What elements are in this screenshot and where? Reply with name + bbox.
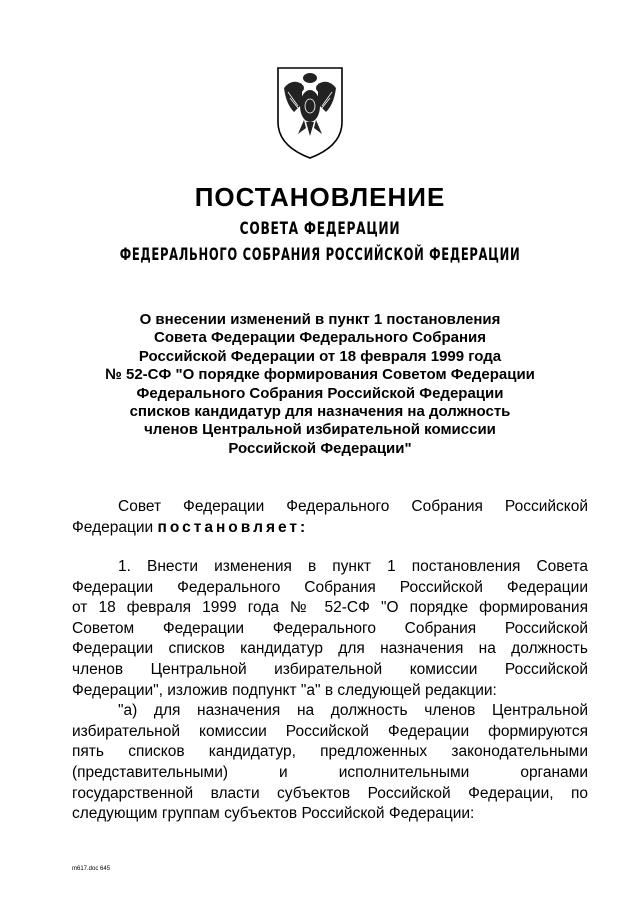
subject-line: Российской Федерации от 18 февраля 1999 года: [138, 347, 502, 365]
preamble-prefix: Федерации: [72, 518, 154, 536]
body-line: государственной власти субъектов Российской Федерации, по: [72, 784, 588, 802]
subject-line: членов Центральной избирательной комиссии: [144, 421, 496, 439]
preamble-paragraph: [72, 497, 588, 538]
document-subtitle-line2: ФЕДЕРАЛЬНОГО СОБРАНИЯ РОССИЙСКОЙ ФЕДЕРАЦИИ: [119, 245, 521, 265]
clause-1-paragraph: [72, 557, 588, 825]
subject-line: № 52-СФ "О порядке формирования Советом Федерации: [105, 366, 535, 384]
body-line: следующим группам субъектов Российской Федерации:: [72, 805, 475, 823]
body-line: 1. Внести изменения в пункт 1 постановления Совета: [118, 558, 588, 575]
body-line: избирательной комиссии Российской Федерации формируются: [72, 722, 588, 740]
subject-line: Российской Федерации": [228, 439, 412, 457]
body-line: Федерации списков кандидатур для назначения на должность: [72, 640, 588, 658]
body-line: Совет Федерации Федерального Собрания Российской: [118, 498, 588, 515]
body-line: [72, 518, 588, 539]
body-line: Федерации Федерального Собрания Российской Федерации: [72, 578, 588, 596]
document-title: ПОСТАНОВЛЕНИЕ: [194, 182, 446, 212]
subject-line: Федерального Собрания Российской Федерации: [136, 384, 504, 402]
subject-line: списков кандидатур для назначения на должность: [129, 403, 511, 421]
body-line: от 18 февраля 1999 года № 52-СФ "О порядке формирования: [72, 599, 588, 617]
file-footer: m617.doc 645: [72, 866, 111, 872]
body-line: пять списков кандидатур, предложенных законодательными: [72, 743, 588, 761]
body-line: (представительными) и исполнительными органами: [72, 763, 588, 781]
body-line: Федерации", изложив подпункт "а" в следующей редакции:: [72, 681, 497, 699]
subject-line: О внесении изменений в пункт 1 постановления: [139, 311, 501, 328]
subject-line: Совета Федерации Федерального Собрания: [153, 329, 487, 347]
body-line: "а) для назначения на должность членов Центральной: [118, 702, 588, 720]
document-subtitle-line1: СОВЕТА ФЕДЕРАЦИИ: [239, 219, 401, 239]
preamble-keyword: постановляет:: [157, 518, 309, 536]
subject-heading: [60, 311, 580, 458]
body-line: Советом Федерации Федерального Собрания Российской: [72, 619, 588, 637]
body-line: членов Центральной избирательной комиссии Российской: [72, 660, 588, 678]
coat-of-arms-emblem: [272, 64, 348, 160]
